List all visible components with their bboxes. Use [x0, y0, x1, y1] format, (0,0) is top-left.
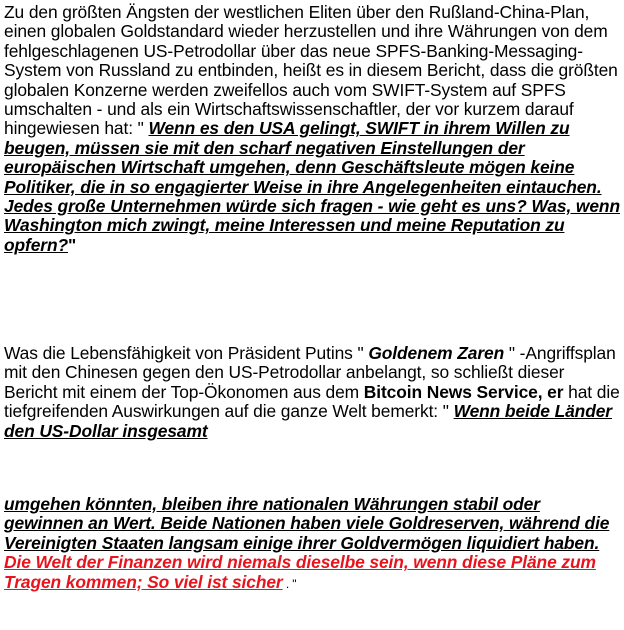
quote-2-red: Die Welt der Finanzen wird niemals dieselbe sein, wenn diese Pläne zum Tragen kommen; So viel ist sicher: [4, 552, 596, 592]
quote-2-start: Wenn beide Länder den US-Dollar insgesamt: [4, 401, 612, 441]
paragraph-2-text-end: hat die tiefgreifenden Auswirkungen auf die ganze Welt bemerkt: ": [4, 381, 620, 422]
quote-2-cont: umgehen könnten, bleiben ihre nationalen Währungen stabil oder gewinnen an Wert. Beide Nationen haben viele Goldreserven, während die Vereinigten Staaten langsam einige ihrer Goldvermögen liquidiert haben.: [4, 494, 610, 553]
paragraph-1-text: Zu den größten Ängsten der westlichen Eliten über den Rußland-China-Plan, einen globalen Goldstandard wieder herzustellen und ihre Währungen von dem fehlgeschlagenen US-Petrodollar über das neue SPFS-Banking-Messaging-System von Russland zu entbinden, heißt es in diesem Bericht, dass die größten globalen Konzerne werden zweifellos auch vom SWIFT-System auf SPFS umschalten - und als ein Wirtschaftswissenschaftler, der vor kurzem darauf hingewiesen hat: ": [4, 2, 618, 139]
paragraph-2-text: Was die Lebensfähigkeit von Präsident Putins ": [4, 343, 369, 363]
paragraph-2-text-cont: " -Angriffsplan mit den Chinesen gegen den US-Petrodollar anbelangt, so schließt dieser Bericht mit einem der Top-Ökonomen aus dem: [4, 343, 616, 402]
paragraph-2: [4, 344, 620, 441]
golden-tsar-phrase: Goldenem Zaren: [368, 343, 505, 363]
bitcoin-news-service: Bitcoin News Service, er: [363, 381, 564, 402]
quote-close-mark: ": [68, 234, 77, 255]
paragraph-3: [4, 495, 620, 594]
quote-2-close: . ": [282, 576, 297, 591]
paragraph-1: [4, 3, 620, 255]
economist-quote: Wenn es den USA gelingt, SWIFT in ihrem Willen zu beugen, müssen sie mit den scharf negativen Einstellungen der europäischen Wirtschaft umgehen, denn Geschäftsleute mögen keine Politiker, die in so engagierter Weise in ihre Angelegenheiten eintauchen. Jedes große Unternehmen würde sich fragen - wie geht es uns? Was, wenn Washington mich zwingt, meine Interessen und meine Reputation zu opfern?: [4, 118, 620, 255]
